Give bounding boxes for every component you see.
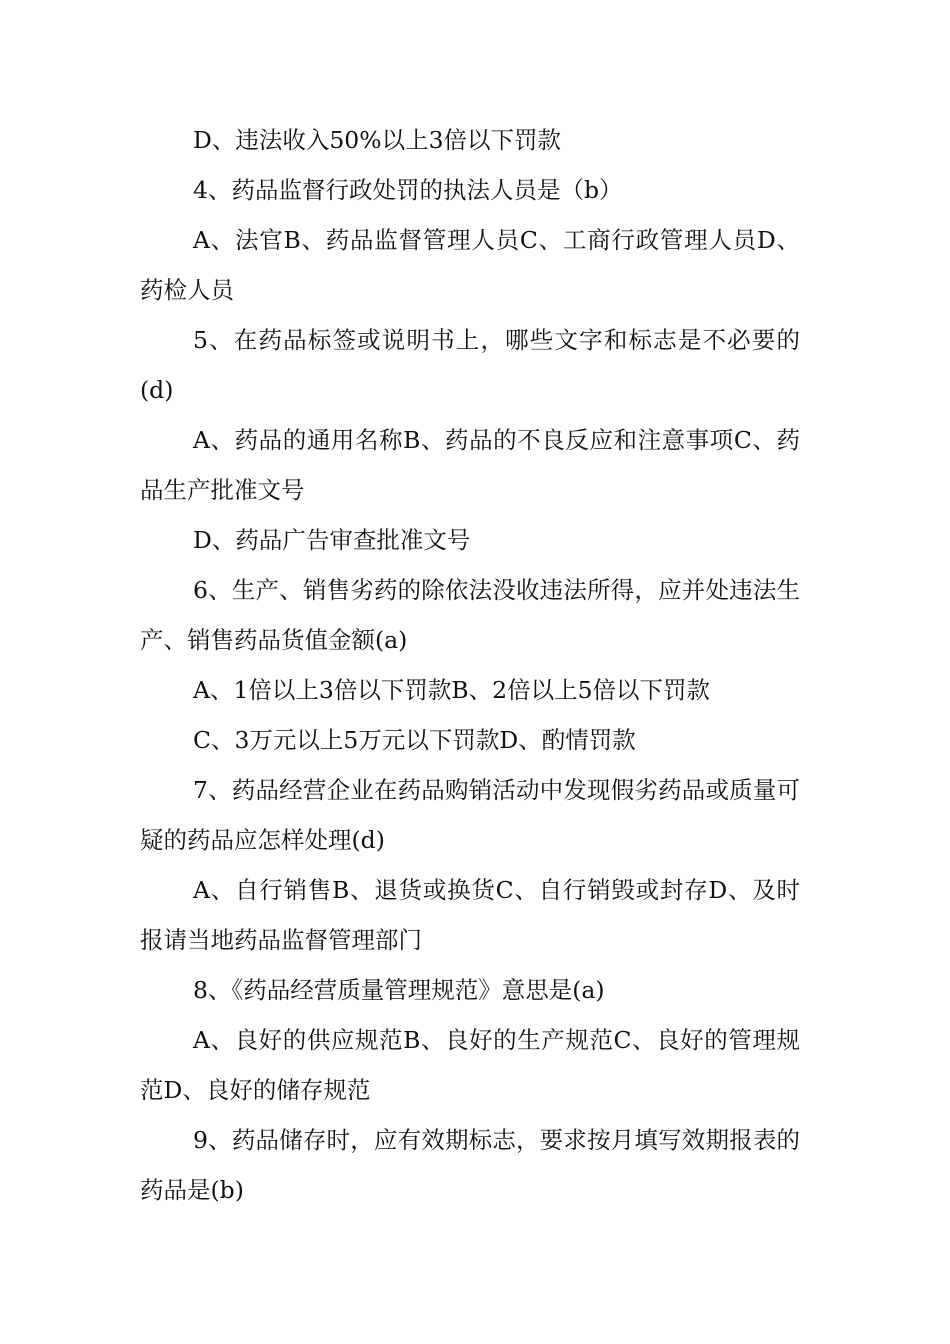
paragraph-options-cd-q6: C、3万元以上5万元以下罚款D、酌情罚款: [193, 726, 636, 754]
paragraph-question-4: 4、药品监督行政处罚的执法人员是（b）: [193, 176, 623, 204]
paragraph-question-7: 7、药品经营企业在药品购销活动中发现假劣药品或质量可疑的药品应怎样处理(d): [140, 776, 800, 854]
paragraph-option-d-q5: D、药品广告审查批准文号: [193, 526, 471, 554]
paragraph-question-8: 8、《药品经营质量管理规范》意思是(a): [193, 976, 605, 1004]
paragraph-question-9: 9、药品储存时，应有效期标志，要求按月填写效期报表的药品是(b): [140, 1126, 800, 1204]
paragraph-question-6: 6、生产、销售劣药的除依法没收违法所得，应并处违法生产、销售药品货值金额(a): [140, 576, 800, 654]
paragraph-question-5: 5、在药品标签或说明书上，哪些文字和标志是不必要的(d): [140, 326, 800, 404]
paragraph-options-q7: A、自行销售B、退货或换货C、自行销毁或封存D、及时报请当地药品监督管理部门: [140, 876, 800, 954]
paragraph-options-q4: A、法官B、药品监督管理人员C、工商行政管理人员D、药检人员: [140, 226, 800, 304]
document-page: [140, 115, 800, 1215]
paragraph-options-ab-q6: A、1倍以上3倍以下罚款B、2倍以上5倍以下罚款: [193, 676, 711, 704]
paragraph-options-q8: A、良好的供应规范B、良好的生产规范C、良好的管理规范D、良好的储存规范: [140, 1026, 800, 1104]
paragraph-option-d-q3: D、违法收入50%以上3倍以下罚款: [193, 126, 562, 154]
paragraph-options-q5: A、药品的通用名称B、药品的不良反应和注意事项C、药品生产批准文号: [140, 426, 800, 504]
